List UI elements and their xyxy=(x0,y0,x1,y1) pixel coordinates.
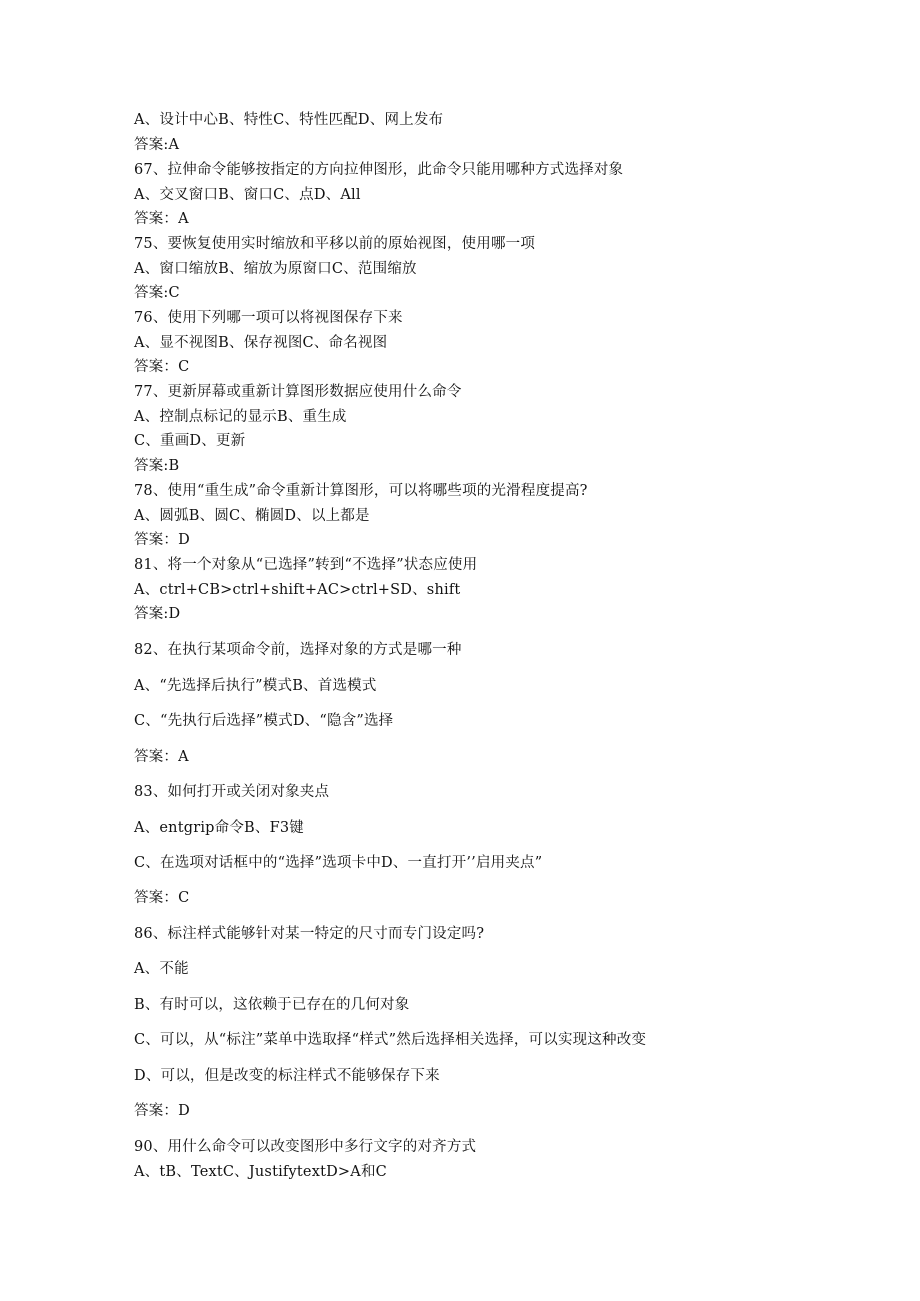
question-line: 78、使用“重生成”命令重新计算图形，可以将哪些项的光滑程度提高? xyxy=(134,483,588,499)
question-line: 67、拉伸命令能够按指定的方向拉伸图形，此命令只能用哪种方式选择对象 xyxy=(134,162,624,178)
option-line: C、可以，从“标注”菜单中选取择“样式”然后选择相关选择，可以实现这种改变 xyxy=(134,1032,647,1048)
question-line: 76、使用下列哪一项可以将视图保存下来 xyxy=(134,310,403,326)
option-line: A、圆弧B、圆C、椭圆D、以上都是 xyxy=(134,508,370,524)
answer-line: 答案:D xyxy=(134,606,181,622)
answer-line: 答案：D xyxy=(134,1103,190,1119)
question-line: 90、用什么命令可以改变图形中多行文字的对齐方式 xyxy=(134,1139,477,1155)
option-line: A、“先选择后执行”模式B、首选模式 xyxy=(134,678,377,694)
option-line: A、控制点标记的显示B、重生成 xyxy=(134,409,347,425)
question-line: 81、将一个对象从“已选择”转到“不选择”状态应使用 xyxy=(134,557,478,573)
answer-line: 答案：A xyxy=(134,749,189,765)
option-line: A、设计中心B、特性C、特性匹配D、网上发布 xyxy=(134,112,444,128)
option-line: A、显不视图B、保存视图C、命名视图 xyxy=(134,335,388,351)
option-line: A、ctrl+CB>ctrl+shift+AC>ctrl+SD、shift xyxy=(134,582,461,598)
answer-line: 答案:B xyxy=(134,458,180,474)
question-line: 82、在执行某项命令前，选择对象的方式是哪一种 xyxy=(134,642,462,658)
answer-line: 答案：D xyxy=(134,532,190,548)
option-line: B、有时可以，这依赖于已存在的几何对象 xyxy=(134,997,410,1013)
answer-line: 答案：C xyxy=(134,890,190,906)
option-line: C、“先执行后选择”模式D、“隐含”选择 xyxy=(134,713,394,729)
question-line: 86、标注样式能够针对某一特定的尺寸而专门设定吗? xyxy=(134,926,485,942)
option-line: A、窗口缩放B、缩放为原窗口C、范围缩放 xyxy=(134,261,417,277)
answer-line: 答案：A xyxy=(134,211,189,227)
option-line: A、entgrip命令B、F3键 xyxy=(134,820,304,836)
question-line: 83、如何打开或关闭对象夹点 xyxy=(134,784,330,800)
question-line: 75、要恢复使用实时缩放和平移以前的原始视图，使用哪一项 xyxy=(134,236,536,252)
answer-line: 答案:A xyxy=(134,137,180,153)
option-line: A、不能 xyxy=(134,961,189,977)
option-line: D、可以，但是改变的标注样式不能够保存下来 xyxy=(134,1068,440,1084)
question-line: 77、更新屏幕或重新计算图形数据应使用什么命令 xyxy=(134,384,462,400)
option-line: A、tB、TextC、JustifytextD>A和C xyxy=(134,1164,387,1180)
answer-line: 答案:C xyxy=(134,285,180,301)
option-line: C、在选项对话框中的“选择”选项卡中D、一直打开’’启用夹点” xyxy=(134,855,543,871)
option-line: C、重画D、更新 xyxy=(134,433,246,449)
answer-line: 答案：C xyxy=(134,359,190,375)
option-line: A、交叉窗口B、窗口C、点D、All xyxy=(134,187,361,203)
